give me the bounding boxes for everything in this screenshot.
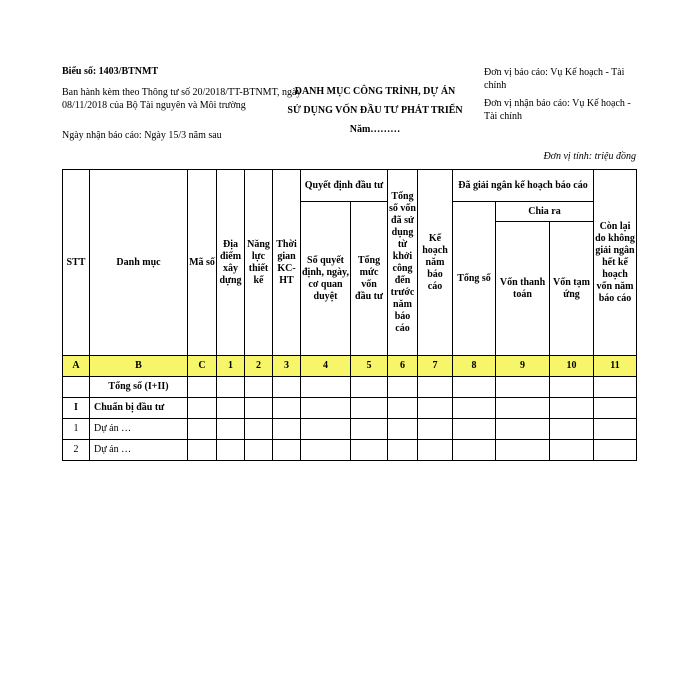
header-tong-so-von: Tổng số vốn đã sử dụng từ khởi công đến trước năm báo cáo — [388, 170, 418, 356]
header-thoi-gian: Thời gian KC-HT — [273, 170, 301, 356]
table-row — [63, 398, 637, 419]
row-stt: 1 — [63, 419, 90, 440]
form-code: Biểu số: 1403/BTNMT — [62, 66, 159, 77]
row-label: Chuẩn bị đầu tư — [90, 398, 188, 419]
table-row — [63, 440, 637, 461]
header-da-giai-ngan: Đã giải ngân kế hoạch báo cáo — [453, 170, 594, 202]
header-stt: STT — [63, 170, 90, 356]
issued-by-text: Ban hành kèm theo Thông tư số 20/2018/TT-BTNMT, ngày 08/11/2018 của Bộ Tài nguyên và Môi trường — [62, 87, 302, 111]
row-stt: I — [63, 398, 90, 419]
money-unit: Đơn vị tính: triệu đồng — [543, 151, 636, 162]
column-code: 6 — [388, 356, 418, 377]
project-table — [62, 169, 637, 461]
table-row — [63, 377, 637, 398]
column-code: 5 — [351, 356, 388, 377]
header-danh-muc: Danh mục — [90, 170, 188, 356]
header-ke-hoach: Kế hoạch năm báo cáo — [418, 170, 453, 356]
column-code: A — [63, 356, 90, 377]
header-nang-luc: Năng lực thiết kế — [245, 170, 273, 356]
receiving-unit: Đơn vị nhận báo cáo: Vụ Kế hoạch - Tài chính — [484, 98, 631, 122]
table-row — [63, 419, 637, 440]
column-code-row — [63, 356, 637, 377]
column-code: 4 — [301, 356, 351, 377]
row-label: Tổng số (I+II) — [90, 377, 188, 398]
column-code: 9 — [496, 356, 550, 377]
column-code: B — [90, 356, 188, 377]
column-code: 3 — [273, 356, 301, 377]
row-label: Dự án … — [90, 419, 188, 440]
header-chia-ra: Chia ra — [496, 202, 594, 222]
column-code: 8 — [453, 356, 496, 377]
column-code: C — [188, 356, 217, 377]
receive-date-text: Ngày nhận báo cáo: Ngày 15/3 năm sau — [62, 130, 222, 141]
reporting-unit: Đơn vị báo cáo: Vụ Kế hoạch - Tài chính — [484, 67, 625, 91]
row-stt: 2 — [63, 440, 90, 461]
column-code: 1 — [217, 356, 245, 377]
header-von-tam-ung: Vốn tạm ứng — [550, 222, 594, 356]
header-con-lai: Còn lại do không giải ngân hết kế hoạch vốn năm báo cáo — [594, 170, 637, 356]
title-line-2: SỬ DỤNG VỐN ĐẦU TƯ PHÁT TRIỂN — [287, 105, 463, 116]
column-code: 10 — [550, 356, 594, 377]
column-code: 7 — [418, 356, 453, 377]
header-dia-diem: Địa điểm xây dựng — [217, 170, 245, 356]
header-quyet-dinh: Quyết định đầu tư — [301, 170, 388, 202]
row-label: Dự án … — [90, 440, 188, 461]
title-year: Năm……… — [349, 124, 401, 135]
document-title — [270, 82, 480, 139]
header-ma-so: Mã số — [188, 170, 217, 356]
header-von-thanh-toan: Vốn thanh toán — [496, 222, 550, 356]
header-so-quyet-dinh: Số quyết định, ngày, cơ quan duyệt — [301, 202, 351, 356]
column-code: 2 — [245, 356, 273, 377]
column-code: 11 — [594, 356, 637, 377]
title-line-1: DANH MỤC CÔNG TRÌNH, DỰ ÁN — [294, 86, 456, 97]
header-tong-so: Tổng số — [453, 202, 496, 356]
header-tong-muc: Tổng mức vốn đầu tư — [351, 202, 388, 356]
row-stt — [63, 377, 90, 398]
